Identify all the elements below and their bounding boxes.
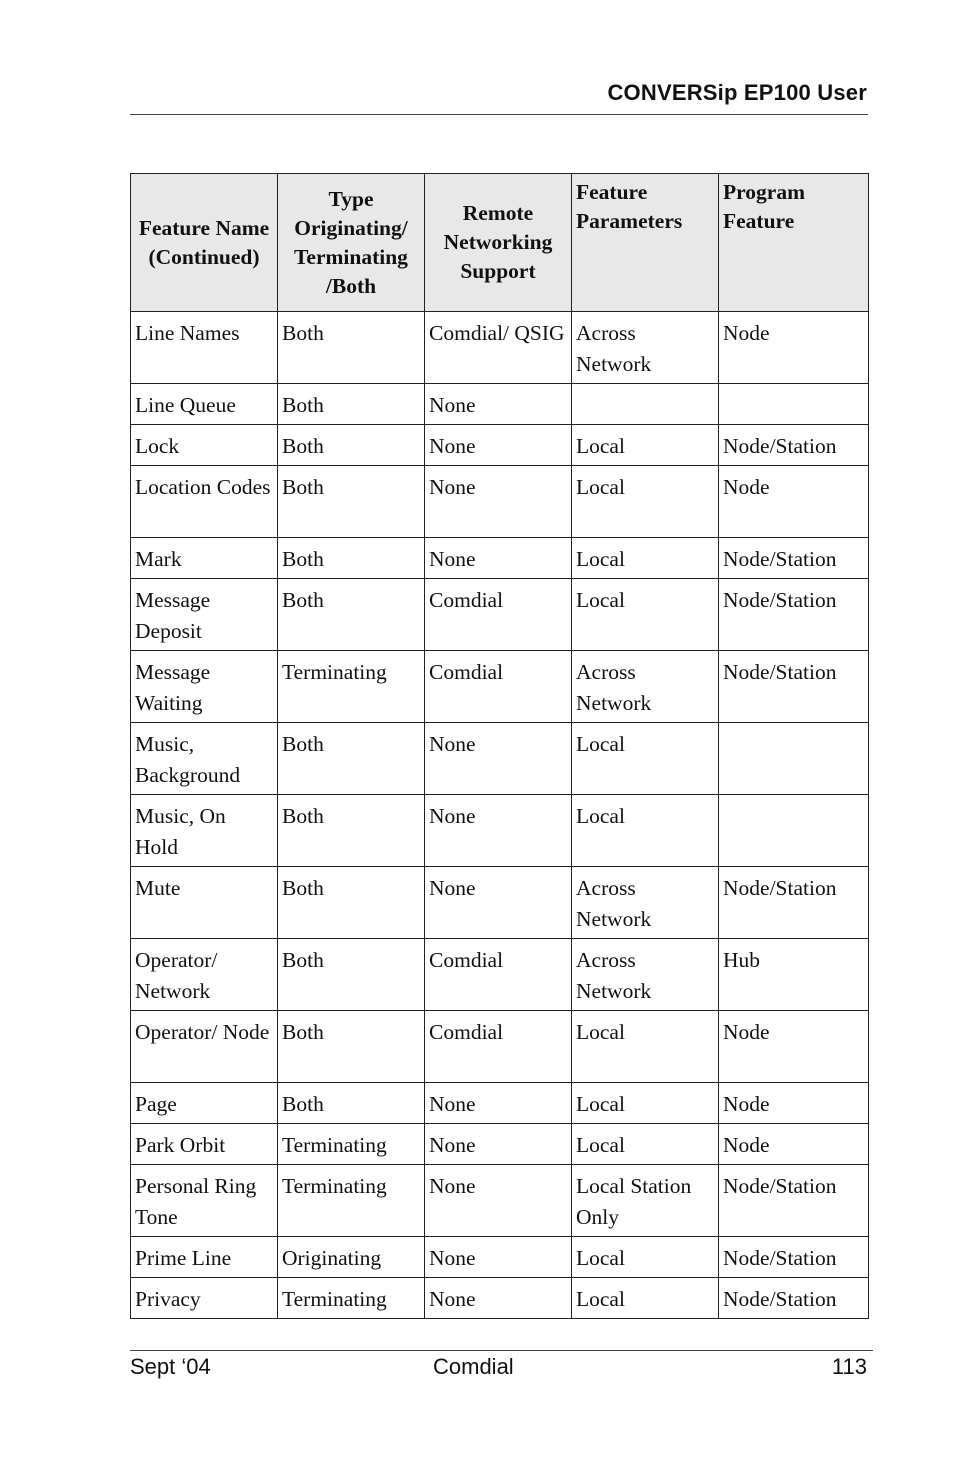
table-row (131, 466, 869, 538)
cell-feature-name: Privacy (131, 1278, 278, 1319)
cell-program-feature: Node (719, 312, 869, 384)
cell-remote-networking: None (425, 1083, 572, 1124)
cell-program-feature: Node/Station (719, 538, 869, 579)
cell-feature-parameters: Across Network (572, 312, 719, 384)
cell-feature-parameters: Local (572, 1237, 719, 1278)
cell-feature-name: Message Deposit (131, 579, 278, 651)
cell-feature-parameters: Local (572, 795, 719, 867)
column-header-feature-name: Feature Name (Continued) (131, 174, 278, 312)
cell-type: Both (278, 867, 425, 939)
running-header-title: CONVERSip EP100 User (607, 80, 867, 105)
cell-program-feature (719, 795, 869, 867)
column-header-feature-parameters: Feature Parameters (572, 174, 719, 312)
table-row (131, 1124, 869, 1165)
feature-table (130, 173, 869, 1319)
cell-feature-parameters: Local (572, 538, 719, 579)
column-header-remote-networking: Remote Networking Support (425, 174, 572, 312)
cell-program-feature (719, 384, 869, 425)
cell-remote-networking: Comdial (425, 651, 572, 723)
cell-type: Both (278, 1011, 425, 1083)
cell-program-feature: Node/Station (719, 1278, 869, 1319)
cell-remote-networking: Comdial (425, 1011, 572, 1083)
table-row (131, 579, 869, 651)
column-header-program-feature: Program Feature (719, 174, 869, 312)
cell-type: Both (278, 538, 425, 579)
cell-type: Both (278, 312, 425, 384)
cell-remote-networking: None (425, 867, 572, 939)
cell-program-feature: Node/Station (719, 425, 869, 466)
table-row (131, 538, 869, 579)
table-row (131, 795, 869, 867)
cell-remote-networking: None (425, 1278, 572, 1319)
cell-remote-networking: Comdial/ QSIG (425, 312, 572, 384)
cell-remote-networking: None (425, 425, 572, 466)
cell-feature-name: Music, On Hold (131, 795, 278, 867)
cell-feature-parameters: Across Network (572, 867, 719, 939)
table-row (131, 1011, 869, 1083)
table-row (131, 425, 869, 466)
cell-feature-name: Mute (131, 867, 278, 939)
cell-remote-networking: Comdial (425, 579, 572, 651)
cell-type: Originating (278, 1237, 425, 1278)
cell-feature-name: Page (131, 1083, 278, 1124)
cell-type: Both (278, 795, 425, 867)
cell-remote-networking: None (425, 795, 572, 867)
cell-feature-parameters (572, 384, 719, 425)
cell-feature-name: Line Names (131, 312, 278, 384)
table-row (131, 384, 869, 425)
cell-program-feature: Hub (719, 939, 869, 1011)
cell-remote-networking: None (425, 1124, 572, 1165)
cell-program-feature: Node/Station (719, 867, 869, 939)
cell-feature-name: Personal Ring Tone (131, 1165, 278, 1237)
cell-type: Terminating (278, 651, 425, 723)
cell-remote-networking: None (425, 1237, 572, 1278)
cell-remote-networking: None (425, 723, 572, 795)
cell-feature-name: Message Waiting (131, 651, 278, 723)
footer-rule (130, 1350, 873, 1351)
table-row (131, 939, 869, 1011)
table-row (131, 312, 869, 384)
cell-type: Both (278, 723, 425, 795)
column-header-type: Type Originating/ Terminating /Both (278, 174, 425, 312)
cell-feature-parameters: Local (572, 1011, 719, 1083)
cell-program-feature: Node (719, 1083, 869, 1124)
table-row (131, 723, 869, 795)
cell-type: Both (278, 425, 425, 466)
cell-feature-parameters: Local (572, 723, 719, 795)
table-row (131, 651, 869, 723)
cell-feature-name: Location Codes (131, 466, 278, 538)
cell-feature-parameters: Local (572, 1083, 719, 1124)
table-row (131, 867, 869, 939)
cell-type: Both (278, 1083, 425, 1124)
cell-type: Terminating (278, 1165, 425, 1237)
table-row (131, 1237, 869, 1278)
cell-type: Both (278, 384, 425, 425)
cell-feature-name: Operator/ Network (131, 939, 278, 1011)
cell-remote-networking: None (425, 1165, 572, 1237)
cell-feature-parameters: Local Station Only (572, 1165, 719, 1237)
cell-feature-name: Line Queue (131, 384, 278, 425)
cell-feature-name: Music, Background (131, 723, 278, 795)
cell-feature-parameters: Across Network (572, 939, 719, 1011)
cell-type: Both (278, 466, 425, 538)
cell-program-feature: Node (719, 466, 869, 538)
table-row (131, 1165, 869, 1237)
cell-program-feature: Node/Station (719, 579, 869, 651)
cell-feature-name: Park Orbit (131, 1124, 278, 1165)
cell-feature-parameters: Local (572, 425, 719, 466)
page-number: 113 (831, 1354, 867, 1379)
cell-program-feature: Node (719, 1011, 869, 1083)
cell-program-feature: Node/Station (719, 651, 869, 723)
cell-type: Both (278, 579, 425, 651)
table-row (131, 1278, 869, 1319)
cell-feature-parameters: Local (572, 1124, 719, 1165)
cell-feature-parameters: Across Network (572, 651, 719, 723)
cell-program-feature: Node/Station (719, 1237, 869, 1278)
cell-feature-parameters: Local (572, 579, 719, 651)
footer-date: Sept ‘04 (130, 1354, 211, 1379)
footer-company: Comdial (433, 1354, 514, 1379)
cell-remote-networking: None (425, 384, 572, 425)
cell-program-feature (719, 723, 869, 795)
cell-feature-parameters: Local (572, 1278, 719, 1319)
cell-type: Terminating (278, 1124, 425, 1165)
cell-type: Both (278, 939, 425, 1011)
cell-remote-networking: None (425, 538, 572, 579)
cell-feature-name: Lock (131, 425, 278, 466)
cell-feature-parameters: Local (572, 466, 719, 538)
table-header-row (131, 174, 869, 312)
cell-feature-name: Operator/ Node (131, 1011, 278, 1083)
table-row (131, 1083, 869, 1124)
cell-feature-name: Mark (131, 538, 278, 579)
header-rule (130, 114, 868, 115)
cell-remote-networking: None (425, 466, 572, 538)
cell-remote-networking: Comdial (425, 939, 572, 1011)
cell-program-feature: Node/Station (719, 1165, 869, 1237)
cell-feature-name: Prime Line (131, 1237, 278, 1278)
cell-program-feature: Node (719, 1124, 869, 1165)
cell-type: Terminating (278, 1278, 425, 1319)
